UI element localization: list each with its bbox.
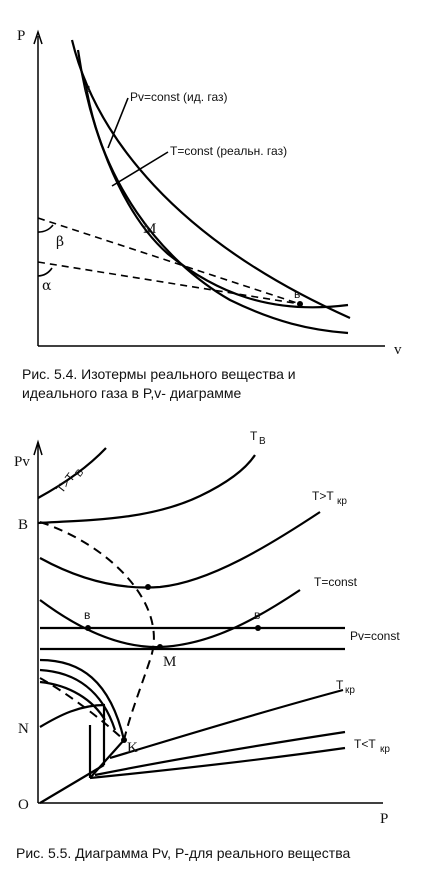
- fig2-point-right-dot: [255, 625, 261, 631]
- fig2-curve-t-gt-tb: [38, 448, 106, 498]
- fig1-pointer-real: [112, 152, 168, 186]
- fig1-angle-beta: β: [56, 234, 65, 250]
- fig2-boyle-curve: [40, 522, 154, 740]
- fig2-point-right: в: [254, 608, 261, 622]
- fig1-point-right-dot: [297, 301, 303, 307]
- fig2-y-label: Pv: [14, 454, 30, 470]
- fig2-lower-line: [40, 765, 104, 803]
- fig2-label-t-lt-tkr: T<T: [354, 737, 376, 751]
- fig1-tangent-alpha: [38, 262, 300, 304]
- fig2-caption: Рис. 5.5. Диаграмма Pv, P-для реального вещества: [16, 845, 351, 861]
- fig2-curve-tkr: [110, 690, 343, 758]
- figure-5-4: [17, 28, 402, 401]
- fig2-label-t-lt-tkr-sub: кр: [380, 744, 390, 755]
- fig2-point-left: в: [84, 608, 91, 622]
- fig2-curve-tb: [38, 455, 255, 523]
- fig1-ideal-label: Pv=const (ид. газ): [130, 90, 228, 104]
- fig1-angle-beta-arc: [38, 225, 53, 232]
- fig1-tangent-beta: [38, 218, 300, 304]
- fig2-label-t-gt-tb-group: [53, 463, 86, 499]
- fig2-point-upper-dot: [145, 584, 151, 590]
- fig1-x-label: v: [394, 342, 402, 358]
- fig2-label-tkr-sub: кр: [345, 685, 355, 696]
- fig2-label-tkr: T: [336, 678, 344, 692]
- fig1-angle-alpha-arc: [38, 268, 52, 276]
- fig2-curve-t-gt-tkr: [40, 512, 320, 588]
- fig1-point-m: M: [143, 221, 157, 237]
- fig1-ideal-isotherm: [72, 40, 350, 318]
- fig1-point-top: в: [84, 81, 91, 95]
- fig2-label-tb: T: [250, 429, 258, 443]
- fig1-caption-line2: идеального газа в P,v- диаграмме: [22, 385, 242, 401]
- fig1-angle-alpha: α: [42, 278, 52, 294]
- fig2-point-left-dot: [85, 625, 91, 631]
- fig2-label-pv-const: Pv=const: [350, 629, 400, 643]
- fig1-caption-line1: Рис. 5.4. Изотермы реального вещества и: [22, 366, 296, 382]
- fig2-point-m-dot: [157, 644, 163, 650]
- figure-5-5: [14, 429, 400, 861]
- fig2-point-n: N: [18, 721, 29, 737]
- fig2-label-tb-sub: B: [259, 436, 266, 447]
- fig1-lower-isotherm: [85, 80, 348, 333]
- fig2-label-t-const: T=const: [314, 575, 358, 589]
- fig1-y-label: P: [17, 28, 26, 44]
- fig2-label-t-gt-tb: T>T: [53, 470, 78, 496]
- fig2-label-t-gt-tb-sub: B: [73, 467, 87, 480]
- fig2-label-t-gt-tkr-sub: кр: [337, 496, 347, 507]
- fig2-label-t-gt-tkr: T>T: [312, 489, 334, 503]
- fig2-point-o: O: [18, 797, 29, 813]
- fig1-real-label: T=const (реальн. газ): [170, 144, 288, 158]
- fig2-curve-t-const: [40, 590, 300, 647]
- fig2-point-b: B: [18, 517, 29, 533]
- fig2-point-k: K: [127, 740, 138, 756]
- fig1-point-right: в: [294, 287, 301, 301]
- fig1-real-isotherm: [78, 50, 348, 307]
- fig2-point-m: M: [163, 654, 177, 670]
- fig2-x-label: P: [380, 811, 389, 827]
